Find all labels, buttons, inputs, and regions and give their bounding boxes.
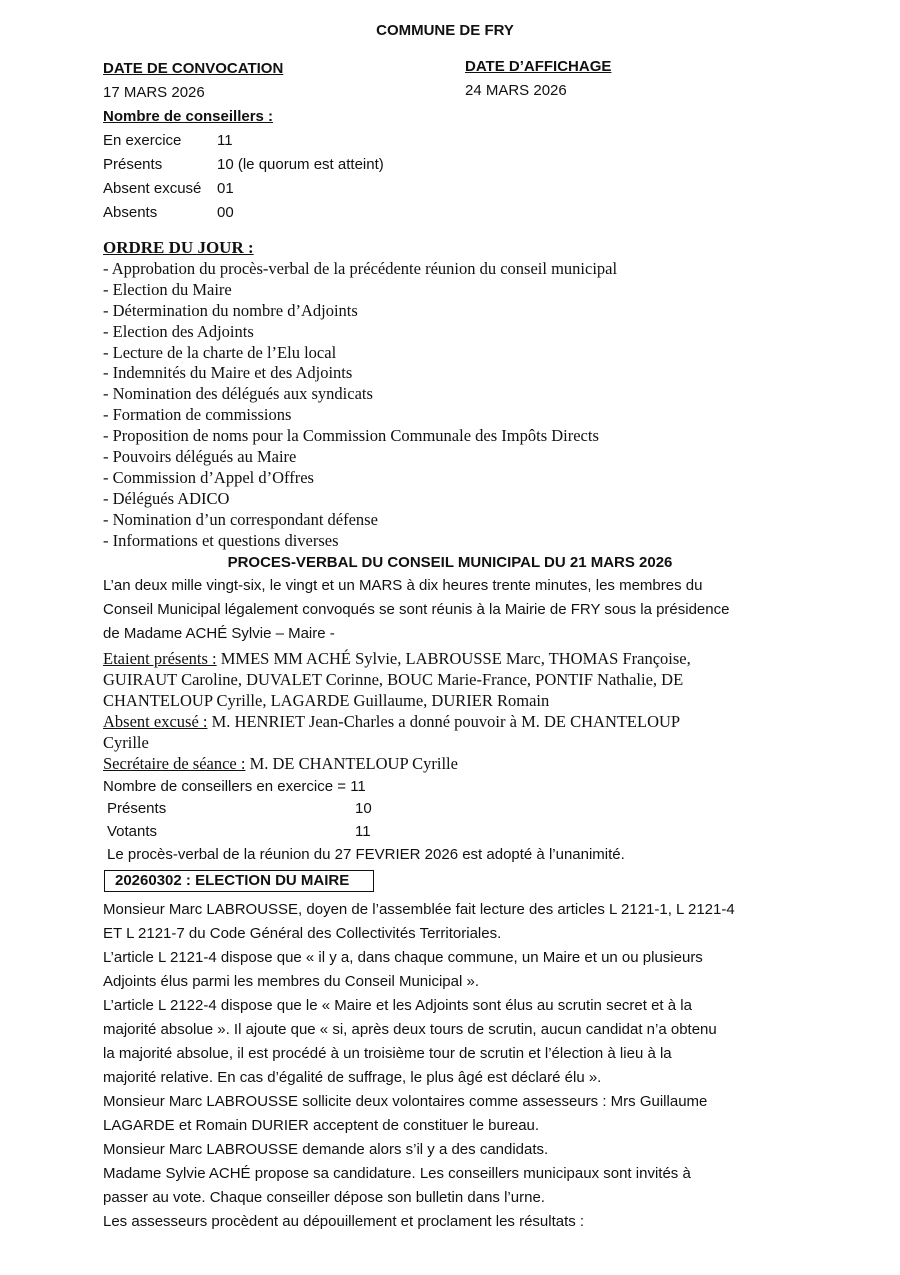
absent-line: Cyrille	[103, 733, 149, 752]
absent-line	[103, 711, 803, 732]
adoption-statement: Le procès-verbal de la réunion du 27 FEVRIER 2026 est adopté à l’unanimité.	[107, 846, 625, 863]
attendance-block	[103, 648, 803, 774]
stat-value: 00	[217, 204, 234, 221]
body-line: Monsieur Marc LABROUSSE, doyen de l’assemblée fait lecture des articles L 2121-1, L 2121-4	[103, 901, 735, 918]
body-line: Monsieur Marc LABROUSSE demande alors s’il y a des candidats.	[103, 1141, 549, 1158]
intro-paragraph	[103, 574, 803, 646]
conseillers-count-label: Nombre de conseillers :	[103, 108, 274, 125]
affichage-date: 24 MARS 2026	[465, 82, 567, 99]
stat-label: En exercice	[103, 132, 182, 149]
body-line: Adjoints élus parmi les membres du Conseil Municipal ».	[103, 973, 479, 990]
agenda-list	[103, 259, 617, 551]
presents-label: Etaient présents :	[103, 649, 217, 668]
presents-line	[103, 648, 803, 669]
body-line: passer au vote. Chaque conseiller dépose son bulletin dans l’urne.	[103, 1189, 545, 1206]
stat-value: 01	[217, 180, 234, 197]
convocation-date: 17 MARS 2026	[103, 84, 205, 101]
intro-line: L’an deux mille vingt-six, le vingt et un MARS à dix heures trente minutes, les membres du	[103, 577, 703, 594]
stat-row-absents	[103, 204, 703, 226]
secretaire-name: M. DE CHANTELOUP Cyrille	[245, 754, 458, 773]
ordre-du-jour-title: ORDRE DU JOUR :	[103, 238, 254, 257]
stat-label: Présents	[103, 156, 163, 173]
intro-line: de Madame ACHÉ Sylvie – Maire -	[103, 625, 335, 642]
stat-value: 10 (le quorum est atteint)	[217, 156, 384, 173]
absent-label: Absent excusé :	[103, 712, 208, 731]
agenda-item: - Election des Adjoints	[103, 321, 254, 341]
agenda-item: - Election du Maire	[103, 279, 232, 299]
section-heading-box	[104, 870, 374, 892]
stat-row-en-exercice	[103, 132, 703, 154]
body-line: majorité absolue ». Il ajoute que « si, après deux tours de scrutin, aucun candidat n’a obtenu	[103, 1021, 717, 1038]
stat-label: Absent excusé	[103, 180, 202, 197]
stat-value: 11	[217, 132, 233, 149]
body-line: majorité relative. En cas d’égalité de suffrage, le plus âgé est déclaré élu ».	[103, 1069, 602, 1086]
agenda-item: - Commission d’Appel d’Offres	[103, 467, 314, 487]
votes-label: Votants	[107, 823, 158, 840]
stat-row-presents	[103, 156, 703, 178]
agenda-item: - Indemnités du Maire et des Adjoints	[103, 363, 353, 383]
body-line: LAGARDE et Romain DURIER acceptent de constituer le bureau.	[103, 1117, 540, 1134]
agenda-item: - Lecture de la charte de l’Elu local	[103, 342, 337, 362]
body-line: L’article L 2122-4 dispose que le « Maire et les Adjoints sont élus au scrutin secret et à la	[103, 997, 692, 1014]
presents-line: CHANTELOUP Cyrille, LAGARDE Guillaume, DURIER Romain	[103, 691, 550, 710]
presents-names: MMES MM ACHÉ Sylvie, LABROUSSE Marc, THOMAS Françoise,	[216, 649, 691, 668]
election-body	[103, 898, 803, 1234]
agenda-item: - Formation de commissions	[103, 405, 292, 425]
conseillers-exercice-line: Nombre de conseillers en exercice = 11	[103, 778, 366, 795]
agenda-item: - Délégués ADICO	[103, 488, 230, 508]
body-line: la majorité absolue, il est procédé à un troisième tour de scrutin et l’élection à lieu à la	[103, 1045, 672, 1062]
stat-label: Absents	[103, 204, 158, 221]
intro-line: Conseil Municipal légalement convoqués se sont réunis à la Mairie de FRY sous la présidence	[103, 601, 730, 618]
convocation-date-label: DATE DE CONVOCATION	[103, 60, 284, 77]
agenda-item: - Approbation du procès-verbal de la précédente réunion du conseil municipal	[103, 259, 618, 278]
votes-value: 10	[355, 800, 372, 817]
votes-value: 11	[355, 823, 371, 840]
agenda-item: - Pouvoirs délégués au Maire	[103, 447, 297, 467]
agenda-item: - Détermination du nombre d’Adjoints	[103, 300, 358, 320]
affichage-date-label: DATE D’AFFICHAGE	[465, 58, 612, 75]
votes-label: Présents	[107, 800, 167, 817]
commune-title: COMMUNE DE FRY	[376, 22, 514, 39]
secretaire-line	[103, 753, 803, 774]
absent-names: M. HENRIET Jean-Charles a donné pouvoir à M. DE CHANTELOUP	[207, 712, 681, 731]
body-line: L’article L 2121-4 dispose que « il y a, dans chaque commune, un Maire et un ou plusieurs	[103, 949, 703, 966]
agenda-item: - Proposition de noms pour la Commission Communale des Impôts Directs	[103, 426, 599, 446]
secretaire-label: Secrétaire de séance :	[103, 754, 246, 773]
agenda-item: - Informations et questions diverses	[103, 530, 339, 550]
presents-line: GUIRAUT Caroline, DUVALET Corinne, BOUC Marie-France, PONTIF Nathalie, DE	[103, 670, 684, 689]
proces-verbal-title: PROCES-VERBAL DU CONSEIL MUNICIPAL DU 21 MARS 2026	[227, 554, 673, 571]
agenda-item: - Nomination des délégués aux syndicats	[103, 384, 373, 404]
body-line: ET L 2121-7 du Code Général des Collectivités Territoriales.	[103, 925, 502, 942]
body-line: Madame Sylvie ACHÉ propose sa candidature. Les conseillers municipaux sont invités à	[103, 1165, 691, 1182]
stat-row-absent-excuse	[103, 180, 703, 202]
section-heading: 20260302 : ELECTION DU MAIRE	[115, 872, 350, 889]
body-line: Les assesseurs procèdent au dépouillement et proclament les résultats :	[103, 1213, 585, 1230]
agenda-item: - Nomination d’un correspondant défense	[103, 509, 378, 529]
body-line: Monsieur Marc LABROUSSE sollicite deux volontaires comme assesseurs : Mrs Guillaume	[103, 1093, 708, 1110]
conseillers-exercice	[103, 775, 803, 799]
